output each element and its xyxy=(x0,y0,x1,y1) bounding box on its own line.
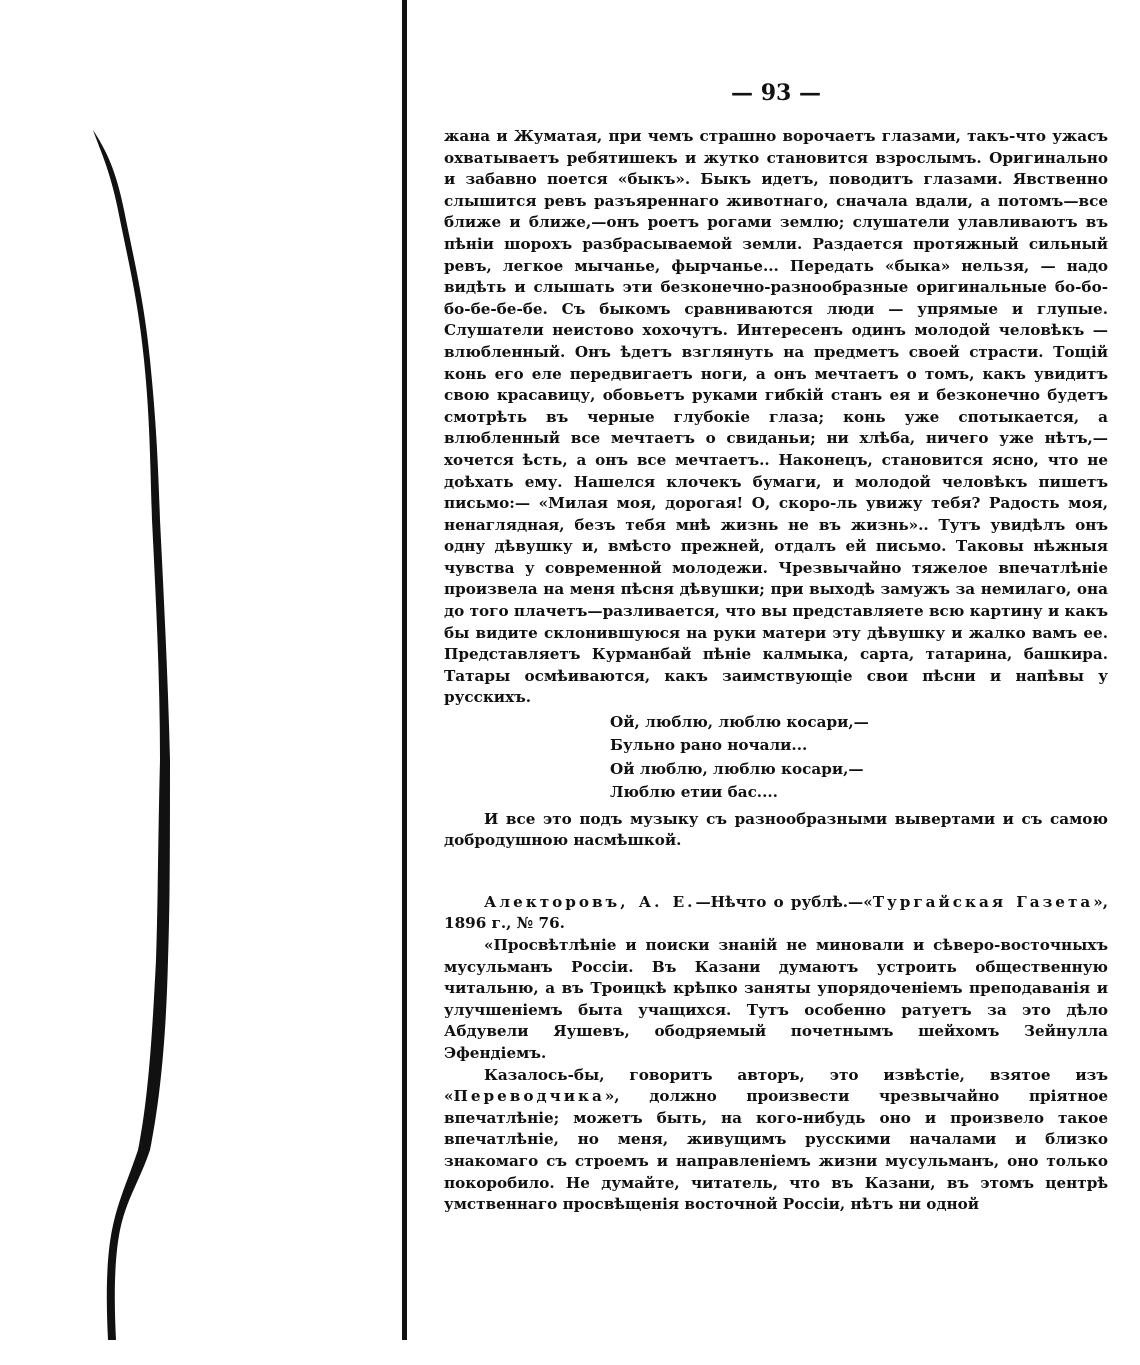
torn-paper-edge xyxy=(0,0,405,1361)
verse-line-2: Бульно рано ночали... xyxy=(610,736,808,755)
paragraph-4-rest: », должно произвести чрезвычайно пріятное впечатлѣніе; можетъ быть, на кого-нибудь оно и произвело такое впечатлѣніе, но меня, живущимъ русскими началами и близко знакомаго съ строемъ и направленіемъ жизни мусульманъ, оно только покоробило. Не думайте, читатель, что въ Казани, въ этомъ центрѣ умственнаго просвѣщенія восточной Россіи, нѣтъ ни одной xyxy=(444,1087,1108,1214)
page-content xyxy=(444,80,1108,1216)
reference-issue: », 1896 г., № 76. xyxy=(444,892,1108,933)
verse-line-1: Ой, люблю, люблю косари,— xyxy=(610,713,869,732)
reference-author: Алекторовъ, А. Е. xyxy=(484,892,696,911)
page-number: — 93 — xyxy=(731,80,821,106)
page-gutter xyxy=(0,0,405,1361)
paragraph-4-start: Казалось-бы, говоритъ авторъ, это извѣстіе, взятое изъ « xyxy=(444,1065,1108,1106)
verse-line-3: Ой люблю, люблю косари,— xyxy=(610,759,864,778)
verse-line-4: Люблю етии бас.... xyxy=(610,783,778,802)
reference-newspaper: Тургайская Газета xyxy=(872,892,1094,911)
reference-title: —Нѣчто о рублѣ.—« xyxy=(695,892,873,911)
paragraph-4-newspaper: Переводчика xyxy=(453,1087,605,1106)
paragraph-2: И все это подъ музыку съ разнообразными вывертами и съ самою добродушною насмѣшкой. xyxy=(444,809,1108,850)
paragraph-1: жана и Жуматая, при чемъ страшно ворочаетъ глазами, такъ-что ужасъ охватываетъ ребятишекъ и жутко становится взрослымъ. Оригинально и забавно поется «быкъ». Быкъ идетъ, поводитъ глазами. Явственно слышится ревъ разъяреннаго животнаго, сначала вдали, а потомъ—все ближе и ближе,—онъ роетъ рогами землю; слушатели улавливаютъ въ пѣніи шорохъ разбрасываемой земли. Раздается протяжный сильный ревъ, легкое мычанье, фырчанье... Передать «быка» нельзя, — надо видѣть и слышать эти безконечно-разнообразные оригинальные бо-бо-бо-бе-бе-бе. Съ быкомъ сравниваются люди — упрямые и глупые. Слушатели неистово хохочутъ. Интересенъ одинъ молодой человѣкъ — влюбленный. Онъ ѣдетъ взглянуть на предметъ своей страсти. Тощій конь его еле передвигаетъ ноги, а онъ мечтаетъ о томъ, какъ увидитъ свою красавицу, обовьетъ руками гибкій станъ ея и безконечно будетъ смотрѣть въ черные глубокіе глаза; конь уже спотыкается, а влюбленный все мечтаетъ о свиданьи; ни хлѣба, ничего уже нѣтъ,— хочется ѣсть, а онъ все мечтаетъ.. Наконецъ, становится ясно, что не доѣхать ему. Нашелся клочекъ бумаги, и молодой человѣкъ пишетъ письмо:— «Милая моя, дорогая! О, скоро-ль увижу тебя? Радость моя, ненаглядная, безъ тебя мнѣ жизнь не въ жизнь».. Тутъ увидѣлъ онъ одну дѣвушку и, вмѣсто прежней, отдалъ ей письмо. Таковы нѣжныя чувства у современной молодежи. Чрезвычайно тяжелое впечатлѣніе произвела на меня пѣсня дѣвушки; при выходѣ замужъ за немилаго, она до того плачетъ—разливается, что вы представляете всю картину и какъ бы видите склонившуюся на руки матери эту дѣвушку и жалко вамъ ее. Представляетъ Курманбай пѣніе калмыка, сарта, татарина, башкира. Татары осмѣиваются, какъ заимствующіе свои пѣсни и напѣвы у русскихъ. xyxy=(444,127,1108,707)
verse xyxy=(610,711,1108,805)
paragraph-3: «Просвѣтлѣніе и поиски знаній не миновали и сѣверо-восточныхъ мусульманъ Россіи. Въ Казани думаютъ устроить общественную читальню, а въ Троицкѣ крѣпко заняты упорядоченіемъ преподаванія и улучшеніемъ быта учащихся. Тутъ особенно ратуетъ за это дѣло Абдувели Яушевъ, ободряемый почетнымъ шейхомъ Зейнулла Эфендіемъ. xyxy=(444,936,1108,1062)
reference-entry xyxy=(444,892,1108,935)
page-fold-rule xyxy=(402,0,407,1340)
paragraph-4 xyxy=(444,1065,1108,1216)
